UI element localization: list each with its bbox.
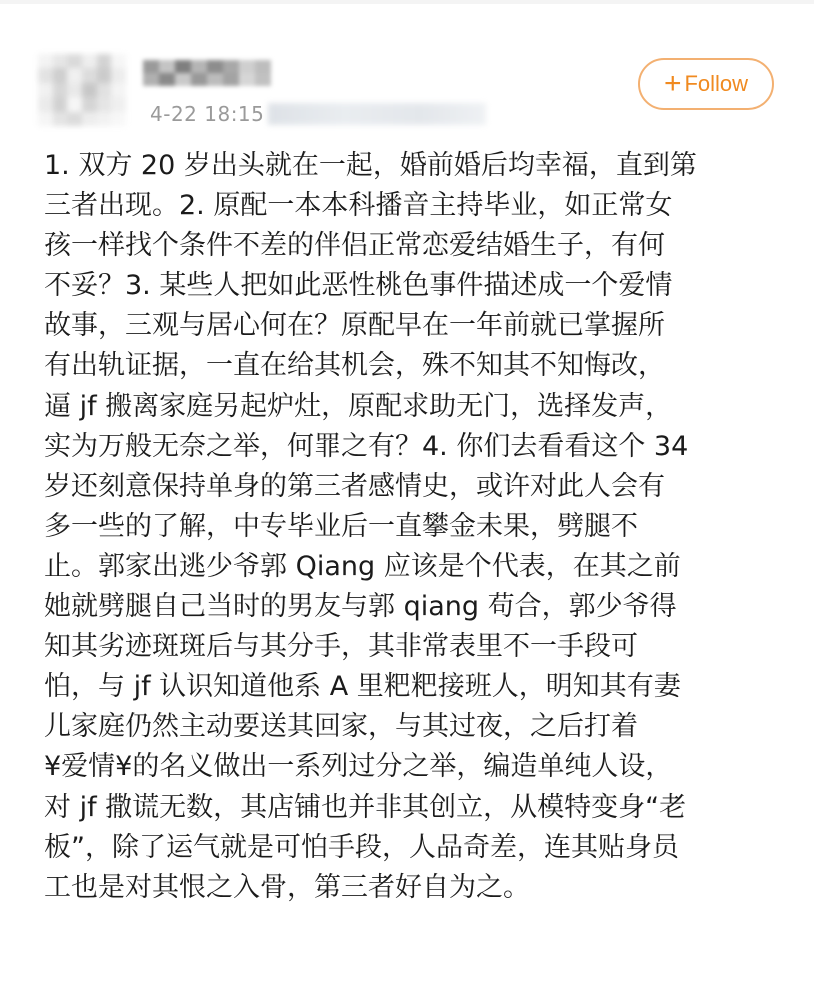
post-line: 她就劈腿自己当时的男友与郭 qiang 苟合，郭少爷得 [44,591,677,623]
post-line: 儿家庭仍然主动要送其回家，与其过夜，之后打着 [44,711,638,743]
avatar[interactable] [38,54,126,126]
post-line: 怕，与 jf 认识知道他系 A 里粑粑接班人，明知其有妻 [44,671,681,703]
post-line: 对 jf 撒谎无数，其店铺也并非其创立，从模特变身“老 [44,791,687,823]
post-meta [150,99,486,129]
post-line: 岁还刻意保持单身的第三者感情史，或许对此人会有 [44,470,665,502]
follow-label: Follow [684,71,749,96]
follow-button[interactable] [638,58,774,110]
post-line: 1. 双方 20 岁出头就在一起，婚前婚后均幸福，直到第 [44,150,697,181]
post-line: ¥爱情¥的名义做出一系列过分之举，编造单纯人设， [44,751,673,783]
post-line: 逼 jf 搬离家庭另起炉灶，原配求助无门，选择发声， [44,390,673,422]
post-line: 实为万般无奈之举，何罪之有？4. 你们去看看这个 34 [44,430,689,462]
post-source-blurred [268,103,486,125]
username-blurred[interactable] [143,60,271,86]
post-line: 板”，除了运气就是可怕手段，人品奇差，连其贴身员 [44,831,679,863]
post-line: 工也是对其恨之入骨，第三者好自为之。 [44,871,530,903]
post-line: 三者出现。2. 原配一本本科播音主持毕业，如正常女 [44,190,673,222]
post-body [44,146,780,908]
post-line: 止。郭家出逃少爷郭 Qiang 应该是个代表，在其之前 [44,550,681,582]
post-line: 孩一样找个条件不差的伴侣正常恋爱结婚生子，有何 [44,230,665,262]
post-line: 知其劣迹斑斑后与其分手，其非常表里不一手段可 [44,631,638,663]
post-line: 不妥？3. 某些人把如此恶性桃色事件描述成一个爱情 [44,270,673,302]
post-line: 故事，三观与居心何在？原配早在一年前就已掌握所 [44,310,665,342]
plus-icon: + [663,67,682,100]
post-header [0,0,814,135]
post-timestamp: 4-22 18:15 [150,102,265,126]
post-line: 多一些的了解，中专毕业后一直攀金未果，劈腿不 [44,510,638,542]
post-line: 有出轨证据，一直在给其机会，殊不知其不知悔改， [44,350,665,382]
